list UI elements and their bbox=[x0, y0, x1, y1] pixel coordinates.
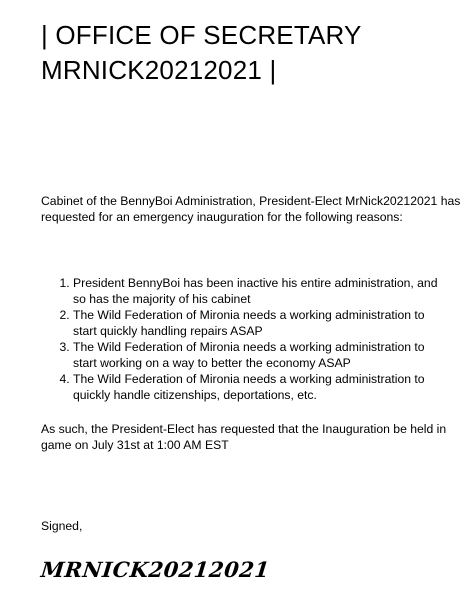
list-item: 4. The Wild Federation of Mironia needs a working administration to quickly handle citizenships, deportations, etc. bbox=[73, 371, 446, 403]
list-item: 2. The Wild Federation of Mironia needs a working administration to start quickly handling repairs ASAP bbox=[73, 307, 446, 339]
closing-paragraph: As such, the President-Elect has requested that the Inauguration be held in game on July 31st at 1:00 AM EST bbox=[41, 422, 447, 452]
intro-paragraph: Cabinet of the BennyBoi Administration, President-Elect MrNick20212021 has requested for an emergency inauguration for the following reasons: bbox=[41, 194, 461, 224]
signature: MRNICK20212021 bbox=[39, 557, 271, 582]
list-item: 3. The Wild Federation of Mironia needs a working administration to start working on a way to better the economy ASAP bbox=[73, 339, 446, 371]
list-item: 1. President BennyBoi has been inactive his entire administration, and so has the majority of his cabinet bbox=[73, 275, 446, 307]
document-heading: | OFFICE OF SECRETARY MRNICK20212021 | bbox=[41, 20, 362, 85]
signed-label: Signed, bbox=[41, 519, 83, 533]
reasons-list bbox=[41, 275, 446, 403]
